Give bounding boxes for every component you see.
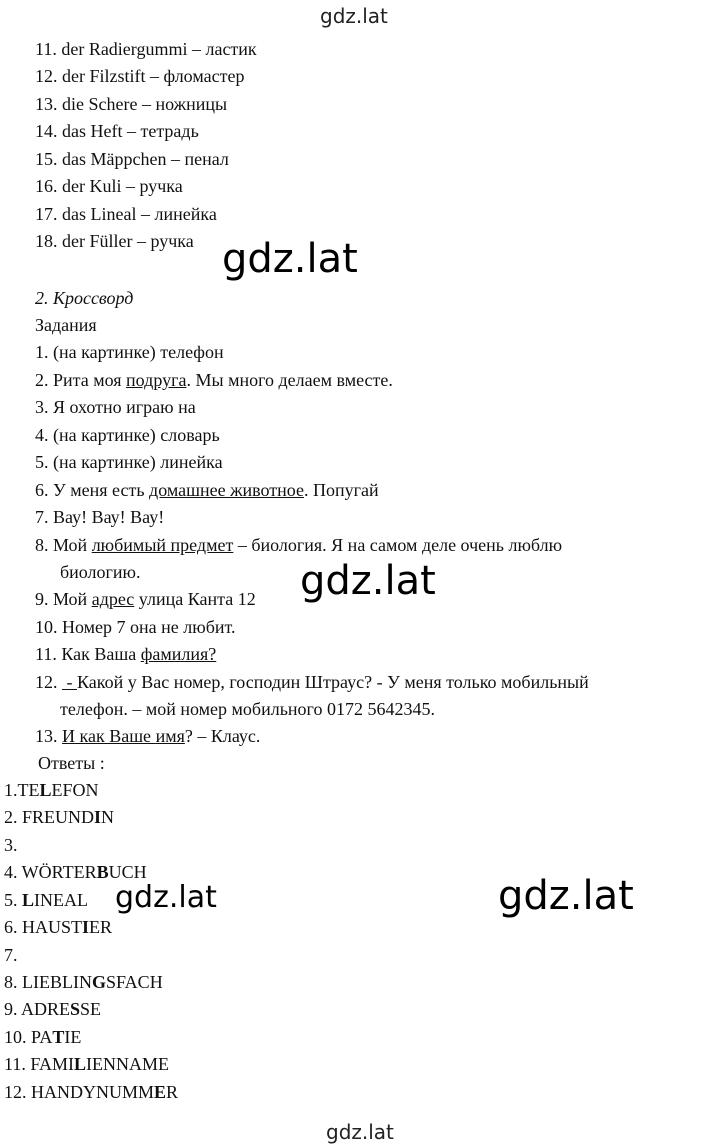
answer-key-letter: L [74, 1054, 87, 1074]
answer-key-letter: L [39, 780, 52, 800]
task-underlined-word: любимый предмет [91, 535, 234, 555]
answer-text: ER [89, 917, 113, 937]
task-text: . Мы много делаем вместе. [186, 370, 393, 390]
vocab-item: 14. das Heft – тетрадь [35, 121, 199, 141]
answer-item [4, 998, 101, 1020]
task-text: Какой у Вас номер, господин Штраус? - У меня только мобильный [77, 672, 589, 692]
task-item [35, 643, 216, 665]
task-item [35, 534, 562, 556]
task-item [35, 588, 256, 610]
answer-text: 9. ADRE [4, 999, 71, 1019]
task-underlined-word: фамилия? [140, 644, 217, 664]
answer-key-letter: I [82, 917, 90, 937]
vocab-item: 13. die Schere – ножницы [35, 94, 228, 114]
task-text: 8. Мой [35, 535, 92, 555]
task-item: 3. Я охотно играю на [35, 397, 196, 417]
answer-text: INEAL [34, 890, 88, 910]
answer-text: R [166, 1082, 179, 1102]
answer-text: 10. PA [4, 1027, 53, 1047]
task-item [35, 479, 379, 501]
task-text: 11. Как Ваша [35, 644, 141, 664]
vocab-item: 16. der Kuli – ручка [35, 176, 183, 196]
vocab-item: 18. der Füller – ручка [35, 231, 194, 251]
vocab-item: 12. der Filzstift – фломастер [35, 66, 245, 86]
watermark-bottom: gdz.lat [326, 1120, 394, 1144]
answer-key-letter: B [96, 862, 109, 882]
answer-text: 6. HAUST [4, 917, 83, 937]
answer-text: 8. LIEBLIN [4, 972, 92, 992]
answer-key-letter: G [91, 972, 106, 992]
answer-item [4, 861, 147, 883]
task-underlined-word: подруга [126, 370, 187, 390]
task-underlined-word: имя [155, 726, 185, 746]
tasks-heading: Задания [35, 315, 97, 335]
answer-text: UCH [108, 862, 147, 882]
task-item-continued: биологию. [60, 562, 141, 582]
answer-text: SFACH [106, 972, 163, 992]
answer-item [4, 1081, 178, 1103]
task-text: . Попугай [304, 480, 379, 500]
task-text: 2. Рита моя [35, 370, 127, 390]
watermark-4: gdz.lat [498, 873, 634, 919]
answer-text: 2. FREUND [4, 807, 95, 827]
task-item: 10. Номер 7 она не любит. [35, 617, 236, 637]
watermark-2: gdz.lat [300, 558, 436, 604]
answer-text: 12. HANDYNUMM [4, 1082, 155, 1102]
task-underlined-text: И как Ваше [62, 726, 156, 746]
answer-item [4, 806, 114, 828]
vocab-item: 15. das Mäppchen – пенал [35, 149, 229, 169]
task-underlined-word: домашнее животное [149, 480, 305, 500]
answer-text: EFON [51, 780, 99, 800]
task-item [35, 369, 393, 391]
answer-item [4, 1053, 169, 1075]
section-title [35, 287, 133, 309]
task-text: – биология. Я на самом деле очень люблю [233, 535, 563, 555]
answer-key-letter: I [94, 807, 102, 827]
task-item: 5. (на картинке) линейка [35, 452, 223, 472]
task-text: улица Канта 12 [134, 589, 256, 609]
answer-text: IE [64, 1027, 82, 1047]
task-text: 9. Мой [35, 589, 92, 609]
watermark-3: gdz.lat [115, 880, 217, 915]
task-text: 12. [35, 672, 62, 692]
answer-text: IENNAME [86, 1054, 170, 1074]
answer-item [4, 889, 88, 911]
task-item [35, 725, 260, 747]
task-item: 7. Вау! Вау! Вау! [35, 507, 165, 527]
answer-key-letter: S [70, 999, 81, 1019]
task-underlined-dash: - [62, 672, 77, 692]
answer-item [4, 916, 112, 938]
answer-item [4, 779, 99, 801]
task-item [35, 671, 589, 693]
vocab-item: 17. das Lineal – линейка [35, 204, 217, 224]
task-underlined-word: адрес [91, 589, 135, 609]
task-text: 13. [35, 726, 62, 746]
answer-text: 4. WÖRTER [4, 862, 97, 882]
answer-text: 1.TE [4, 780, 40, 800]
answer-key-letter: T [52, 1027, 65, 1047]
answer-item: 7. [4, 945, 18, 965]
answer-item [4, 1026, 81, 1048]
vocab-item: 11. der Radiergummi – ластик [35, 39, 257, 59]
task-text: 6. У меня есть [35, 480, 150, 500]
task-item: 4. (на картинке) словарь [35, 425, 220, 445]
watermark-1: gdz.lat [222, 236, 358, 282]
task-text: ? – Клаус. [184, 726, 261, 746]
answer-key-letter: L [22, 890, 35, 910]
answer-item: 3. [4, 835, 18, 855]
watermark-top: gdz.lat [320, 4, 388, 28]
answer-item [4, 971, 163, 993]
answer-text: SE [80, 999, 102, 1019]
answer-text: 5. [4, 890, 22, 910]
answer-key-letter: E [154, 1082, 167, 1102]
answers-heading: Ответы : [38, 753, 105, 773]
section-title-text: 2. Кроссворд [35, 288, 134, 308]
task-item: 1. (на картинке) телефон [35, 342, 224, 362]
answer-text: 11. FAMI [4, 1054, 75, 1074]
answer-text: N [101, 807, 115, 827]
task-item-continued: телефон. – мой номер мобильного 0172 5642345. [60, 699, 435, 719]
